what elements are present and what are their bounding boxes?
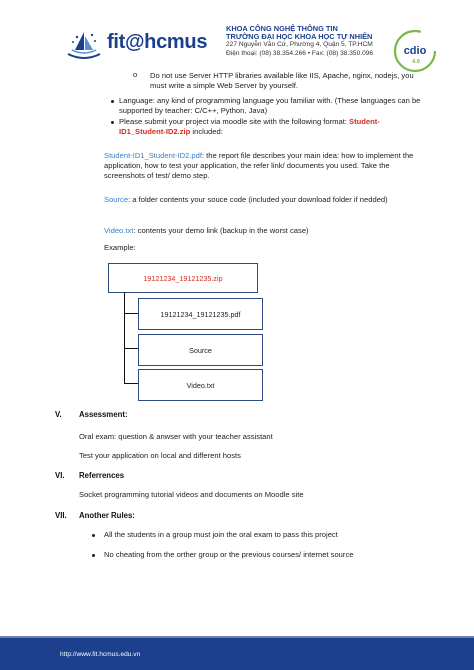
cdio-logo — [392, 28, 438, 74]
source-description — [104, 195, 426, 205]
diagram-child-video: Video.txt — [138, 369, 263, 401]
video-desc-text: : contents your demo link (backup in the worst case) — [133, 226, 309, 235]
faculty-name: KHOA CÔNG NGHỆ THÔNG TIN — [226, 24, 338, 33]
example-label: Example: — [104, 243, 136, 252]
bullet-submit — [119, 117, 424, 137]
sub-bullet-text: Do not use Server HTTP libraries available like IIS, Apache, nginx, nodejs, you must write a simple Web Server by yourself. — [150, 71, 414, 91]
footer-url-link[interactable]: http://www.fit.hcmus.edu.vn — [60, 651, 141, 658]
pdf-description — [104, 151, 426, 182]
bullet-marker — [111, 121, 114, 124]
submit-instruction: Please submit your project via moodle site with the following format: — [119, 117, 350, 126]
cdio-version: 4.0 — [412, 59, 420, 65]
section-title: Assessment: — [79, 410, 128, 419]
footer-divider — [0, 636, 474, 638]
tree-branch — [124, 313, 138, 314]
section-title: Another Rules: — [79, 511, 135, 520]
assessment-line: Oral exam: question & anwser with your teacher assistant — [79, 432, 273, 441]
diagram-child-source: Source — [138, 334, 263, 366]
diagram-child-pdf: 19121234_19121235.pdf — [138, 298, 263, 330]
tree-branch — [124, 383, 138, 384]
diagram-root-node: 19121234_19121235.zip — [108, 263, 258, 293]
university-name: TRƯỜNG ĐẠI HỌC KHOA HỌC TỰ NHIÊN — [226, 32, 373, 42]
brand-name: fit@hcmus — [107, 31, 208, 53]
tree-branch — [124, 348, 138, 349]
section-number: V. — [55, 410, 62, 419]
university-phone: Điện thoại: (08) 38.354.266 • Fax: (08) 38.350.096 — [226, 49, 374, 57]
section-number: VI. — [55, 471, 65, 480]
assessment-line: Test your application on local and different hosts — [79, 451, 241, 460]
section-title: Referrences — [79, 471, 125, 480]
bullet-marker — [111, 100, 114, 103]
submit-included: included: — [190, 127, 223, 137]
university-logo-icon — [64, 28, 104, 64]
university-address: 227 Nguyễn Văn Cừ, Phường 4, Quận 5, TP.HCM — [226, 41, 373, 49]
rule-item: All the students in a group must join the oral exam to pass this project — [104, 530, 338, 539]
bullet-marker — [92, 554, 95, 557]
video-description — [104, 226, 426, 236]
zip-filename: Student-ID1_Student-ID2.zip — [119, 117, 380, 137]
pdf-desc-text: : the report file describes your main idea: how to implement the application, how to test your application, the refer link/ documents you used. Take the screenshots of test/ demo step. — [104, 151, 414, 181]
university-info — [226, 25, 373, 58]
video-name: Video.txt — [104, 226, 134, 235]
source-desc-text: : a folder contents your souce code (included your download folder if nedded) — [128, 195, 388, 204]
rule-item: No cheating from the orther group or the previous courses/ internet source — [104, 550, 354, 559]
bullet-marker — [92, 534, 95, 537]
cdio-word: cdio — [403, 45, 427, 57]
reference-line: Socket programming tutorial videos and documents on Moodle site — [79, 490, 304, 499]
sub-bullet-marker: o — [133, 70, 138, 79]
tree-trunk — [124, 292, 125, 384]
bullet-language: Language: any kind of programming language you familiar with. (These languages can be supported by teacher: C/C++, Python, Java) — [119, 96, 421, 116]
section-number: VII. — [55, 511, 67, 520]
pdf-filename: Student-ID1_Student-ID2.pdf — [104, 151, 202, 160]
source-name: Source — [104, 195, 129, 204]
